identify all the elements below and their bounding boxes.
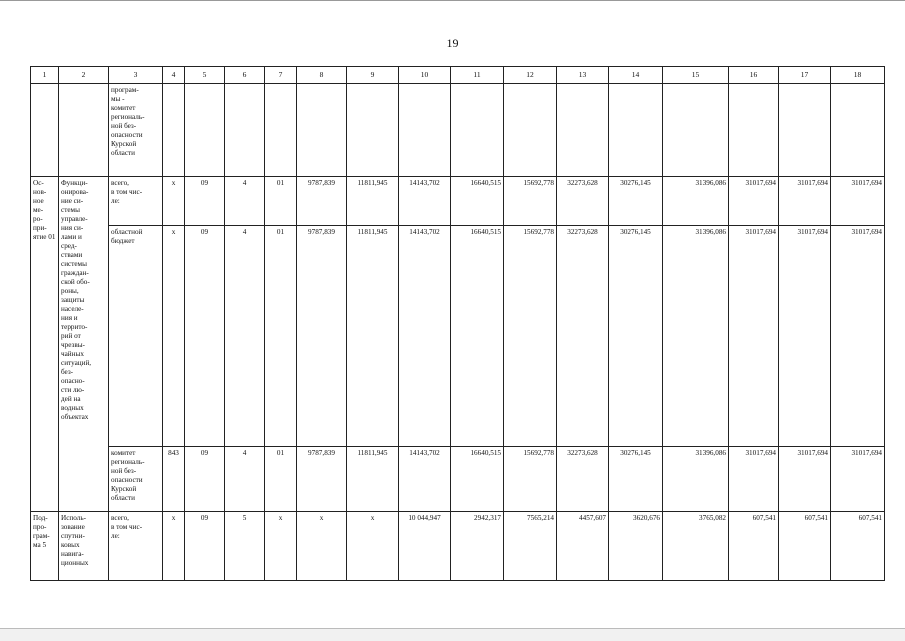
empty-cell — [451, 84, 504, 177]
value-cell: 2942,317 — [451, 512, 504, 581]
header-cell: 15 — [663, 67, 729, 84]
value-cell: х — [297, 512, 347, 581]
value-cell: 14143,702 — [399, 226, 451, 447]
value-cell: 14143,702 — [399, 177, 451, 226]
subprogram-code-cell: 4 — [225, 177, 265, 226]
value-cell: 9787,839 — [297, 177, 347, 226]
value-cell: 31396,086 — [663, 177, 729, 226]
value-cell: 9787,839 — [297, 447, 347, 512]
value-cell: 16640,515 — [451, 177, 504, 226]
executor-cell: програм- мы - комитет региональ- ной без- опасности Курской области — [109, 84, 163, 177]
executor-cell: областной бюджет — [109, 226, 163, 447]
value-cell: 14143,702 — [399, 447, 451, 512]
value-cell: 15692,778 — [504, 447, 557, 512]
value-cell: 31017,694 — [779, 226, 831, 447]
subprogram-code-cell: 4 — [225, 447, 265, 512]
value-cell: 16640,515 — [451, 226, 504, 447]
page-number: 19 — [446, 36, 459, 50]
executor-cell: всего, в том чис- ле: — [109, 512, 163, 581]
program-name-cell: Функци- онирова- ние си- стемы управле- ния си- лами и сред- ствами системы граждан- ской обо- роны, защиты населе- ния и террито- рий от чрезвы- чайных ситуаций, без- опасно- сти лю- дей на водных объектах — [59, 177, 109, 512]
empty-cell — [225, 84, 265, 177]
program-status-cell: Под- про- грам- ма 5 — [31, 512, 59, 581]
empty-cell — [831, 84, 885, 177]
table-row — [31, 226, 885, 447]
value-cell: 607,541 — [779, 512, 831, 581]
grbs-cell: х — [163, 226, 185, 447]
value-cell: 30276,145 — [609, 447, 663, 512]
executor-cell: всего, в том чис- ле: — [109, 177, 163, 226]
value-cell: 4457,607 — [557, 512, 609, 581]
header-cell: 18 — [831, 67, 885, 84]
value-cell: 15692,778 — [504, 177, 557, 226]
empty-cell — [31, 84, 59, 177]
empty-cell — [185, 84, 225, 177]
value-cell: 32273,628 — [557, 447, 609, 512]
activity-code-cell: 01 — [265, 177, 297, 226]
value-cell: 15692,778 — [504, 226, 557, 447]
header-cell: 11 — [451, 67, 504, 84]
scan-top-edge — [0, 0, 905, 3]
empty-cell — [265, 84, 297, 177]
budget-table — [30, 66, 885, 581]
grbs-cell: х — [163, 177, 185, 226]
value-cell: 30276,145 — [609, 177, 663, 226]
activity-code-cell: 01 — [265, 226, 297, 447]
value-cell: 607,541 — [831, 512, 885, 581]
header-cell: 8 — [297, 67, 347, 84]
grbs-cell: 843 — [163, 447, 185, 512]
rzpr-cell: 09 — [185, 447, 225, 512]
empty-cell — [663, 84, 729, 177]
value-cell: 7565,214 — [504, 512, 557, 581]
value-cell: 32273,628 — [557, 226, 609, 447]
value-cell: 31396,086 — [663, 226, 729, 447]
header-cell: 13 — [557, 67, 609, 84]
header-cell: 1 — [31, 67, 59, 84]
value-cell: 9787,839 — [297, 226, 347, 447]
header-cell: 4 — [163, 67, 185, 84]
empty-cell — [504, 84, 557, 177]
program-name-cell: Исполь- зование спутни- ковых навига- ционных — [59, 512, 109, 581]
header-cell: 2 — [59, 67, 109, 84]
scan-bottom-edge — [0, 628, 905, 641]
value-cell: 31396,086 — [663, 447, 729, 512]
header-cell: 7 — [265, 67, 297, 84]
header-cell: 14 — [609, 67, 663, 84]
value-cell: 11811,945 — [347, 226, 399, 447]
header-cell: 9 — [347, 67, 399, 84]
empty-cell — [297, 84, 347, 177]
value-cell: 10 044,947 — [399, 512, 451, 581]
value-cell: 16640,515 — [451, 447, 504, 512]
rzpr-cell: 09 — [185, 226, 225, 447]
grbs-cell: х — [163, 512, 185, 581]
value-cell: 32273,628 — [557, 177, 609, 226]
value-cell: 3765,082 — [663, 512, 729, 581]
value-cell: 3620,676 — [609, 512, 663, 581]
value-cell: х — [347, 512, 399, 581]
activity-code-cell: 01 — [265, 447, 297, 512]
empty-cell — [729, 84, 779, 177]
value-cell: 607,541 — [729, 512, 779, 581]
table-row — [31, 512, 885, 581]
table-row — [31, 447, 885, 512]
value-cell: 11811,945 — [347, 447, 399, 512]
table-row — [31, 84, 885, 177]
subprogram-code-cell: 5 — [225, 512, 265, 581]
value-cell: 30276,145 — [609, 226, 663, 447]
program-status-cell: Ос- нов- ное ме- ро- при- ятие 01 — [31, 177, 59, 512]
value-cell: 31017,694 — [779, 447, 831, 512]
header-cell: 16 — [729, 67, 779, 84]
empty-cell — [347, 84, 399, 177]
header-cell: 3 — [109, 67, 163, 84]
empty-cell — [557, 84, 609, 177]
value-cell: 31017,694 — [831, 447, 885, 512]
activity-code-cell: х — [265, 512, 297, 581]
header-cell: 5 — [185, 67, 225, 84]
value-cell: 31017,694 — [831, 226, 885, 447]
value-cell: 31017,694 — [729, 177, 779, 226]
table-row — [31, 177, 885, 226]
header-cell: 17 — [779, 67, 831, 84]
empty-cell — [163, 84, 185, 177]
value-cell: 31017,694 — [729, 447, 779, 512]
empty-cell — [399, 84, 451, 177]
rzpr-cell: 09 — [185, 512, 225, 581]
executor-cell: комитет региональ- ной без- опасности Курской области — [109, 447, 163, 512]
header-cell: 6 — [225, 67, 265, 84]
rzpr-cell: 09 — [185, 177, 225, 226]
value-cell: 31017,694 — [779, 177, 831, 226]
empty-cell — [59, 84, 109, 177]
empty-cell — [609, 84, 663, 177]
value-cell: 11811,945 — [347, 177, 399, 226]
header-row — [31, 67, 885, 84]
empty-cell — [779, 84, 831, 177]
header-cell: 10 — [399, 67, 451, 84]
value-cell: 31017,694 — [729, 226, 779, 447]
subprogram-code-cell: 4 — [225, 226, 265, 447]
header-cell: 12 — [504, 67, 557, 84]
value-cell: 31017,694 — [831, 177, 885, 226]
